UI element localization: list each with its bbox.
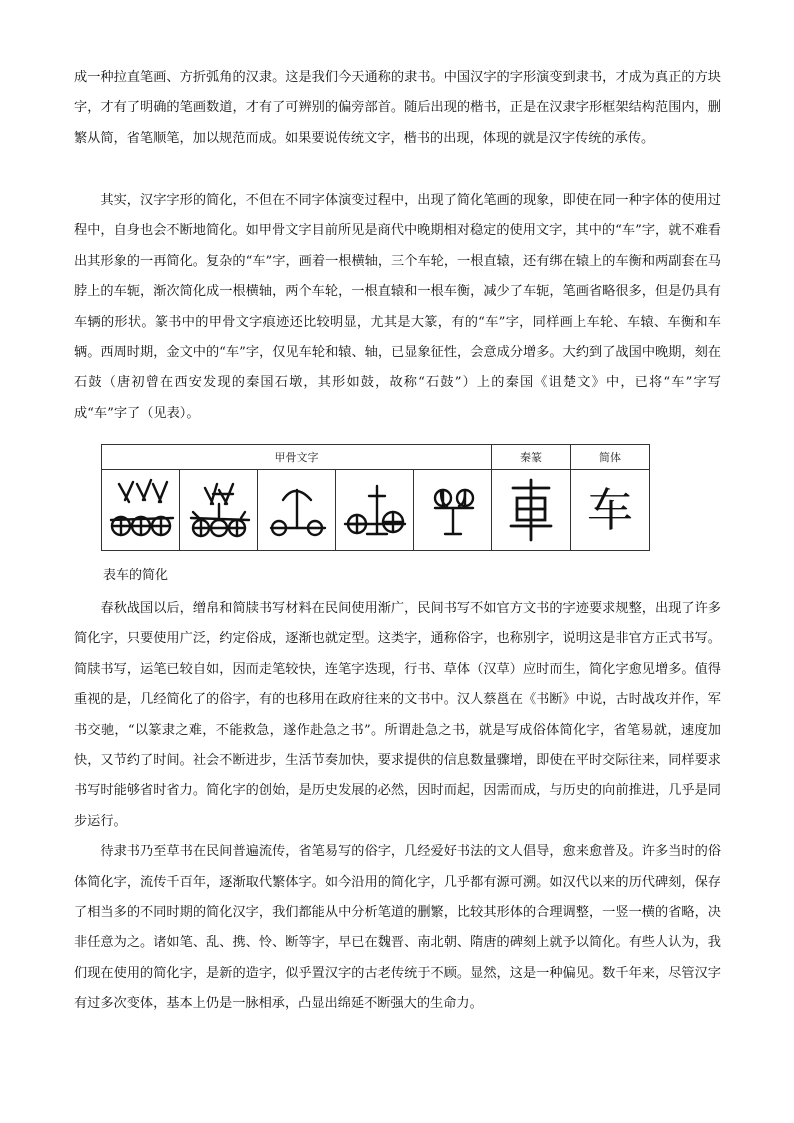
- paragraph-1: 成一种拉直笔画、方折弧角的汉隶。这是我们今天通称的隶书。中国汉字的字形演变到隶书，才成为真正的方块字，才有了明确的笔画数道，才有了可辨别的偏旁部首。随后出现的楷书，正是在汉隶字形框架结构范围内，删繁从简，省笔顺笔，加以规范而成。如果要说传统文字，楷书的出现，体现的就是汉字传统的承传。: [74, 70, 721, 146]
- simplified-che-char: 车: [587, 483, 633, 537]
- che-evolution-table: [101, 444, 650, 551]
- paragraph-2: 其实，汉字字形的简化，不但在不同字体演变过程中，出现了简化笔画的现象，即使在同一种字体的使用过程中，自身也会不断地简化。如甲骨文字目前所见是商代中晚期相对稳定的使用文字，其中的“车”字，就不难看出其形象的一再简化。复杂的“车”字，画着一根横轴，三个车轮，一根直辕，还有绑在辕上的车衡和两副套在马脖上的车轭，渐次简化成一根横轴，两个车轮，一根直辕和一根车衡，减少了车轭，笔画省略很多，但是仍具有车辆的形状。篆书中的甲骨文字痕迹还比较明显，尤其是大篆，有的“车”字，同样画上车轮、车辕、车衡和车辆。西周时期，金文中的“车”字，仅见车轮和辕、轴，已显象征性，会意成分增多。大约到了战国中晚期，刻在石鼓（唐初曾在西安发现的秦国石墩，其形如鼓，故称“石鼓”）上的秦国《诅楚文》中，已将“车”字写成“车”字了（见表）。: [74, 193, 721, 421]
- oracle-che-glyph-4: [339, 474, 411, 546]
- table-glyph-row: [102, 470, 650, 551]
- oracle-che-glyph-2: [183, 474, 255, 546]
- table-cell: [571, 470, 650, 551]
- oracle-che-glyph-5: [417, 474, 489, 546]
- text-section-1: [74, 63, 721, 154]
- oracle-che-glyph-1: [105, 474, 177, 546]
- qin-seal-che-glyph: [495, 474, 567, 546]
- text-section-2: [74, 186, 721, 429]
- table-header-row: [102, 445, 650, 470]
- table-cell: [180, 470, 258, 551]
- paragraph-3: 春秋战国以后，缯帛和简牍书写材料在民间使用渐广，民间书写不如官方文书的字迹要求规整，出现了许多简化字，只要使用广泛，约定俗成，逐渐也就定型。这类字，通称俗字，也称别字，说明这是非官方正式书写。简牍书写，运笔已较自如，因而走笔较快，连笔字迭现，行书、草体（汉草）应时而生，简化字愈见增多。值得重视的是，几经简化了的俗字，有的也移用在政府往来的文书中。汉人蔡邕在《书断》中说，古时战攻并作，军书交驰，“以篆隶之难，不能救急，遂作赴急之书”。所谓赴急之书，就是写成俗体简化字，省笔易就，速度加快，又节约了时间。社会不断进步，生活节奏加快，要求提供的信息数量骤增，即使在平时交际往来，同样要求书写时能够省时省力。简化字的创始，是历史发展的必然，因时而起，因需而成，与历史的向前推进，几乎是同步运行。: [74, 601, 721, 829]
- header-simplified: 简体: [571, 445, 650, 470]
- oracle-che-glyph-3: [261, 474, 333, 546]
- table-cell: [102, 470, 180, 551]
- table-cell: [336, 470, 414, 551]
- table-cell: [492, 470, 571, 551]
- text-section-3: [74, 564, 721, 1020]
- table-caption: 表车的简化: [103, 568, 169, 583]
- paragraph-4: 待隶书乃至草书在民间普遍流传，省笔易写的俗字，几经爱好书法的文人倡导，愈来愈普及。许多当时的俗体简化字，流传千百年，逐渐取代繁体字。如今沿用的简化字，几乎都有源可溯。如汉代以来的历代碑刻，保存了相当多的不同时期的简化汉字，我们都能从中分析笔道的删繁，比较其形体的合理调整，一竖一横的省略，决非任意为之。诸如笔、乱、携、怜、断等字，早已在魏晋、南北朝、隋唐的碑刻上就予以简化。有些人认为，我们现在使用的简化字，是新的造字，似乎置汉字的古老传统于不顾。显然，这是一种偏见。数千年来，尽管汉字有过多次变体，基本上仍是一脉相承，凸显出绵延不断强大的生命力。: [74, 844, 721, 1012]
- table-cell: [258, 470, 336, 551]
- header-qin-seal: 秦篆: [492, 445, 571, 470]
- table-cell: [414, 470, 492, 551]
- header-oracle: 甲骨文字: [102, 445, 492, 470]
